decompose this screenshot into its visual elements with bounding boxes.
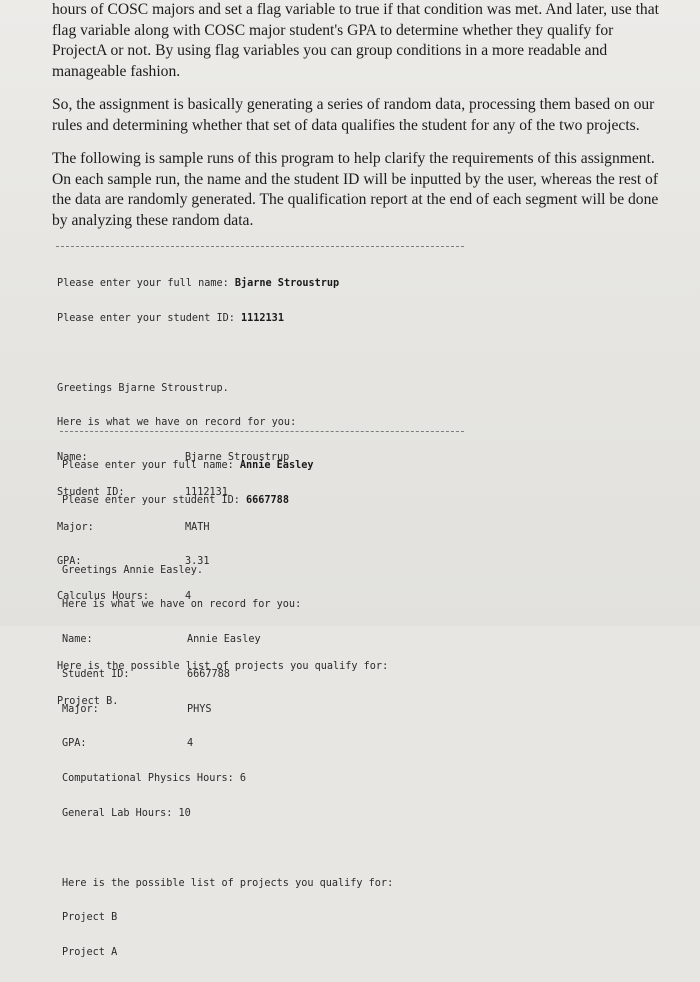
record-field-name: Name: Bjarne Stroustrup [57,452,290,464]
id-input-value: 1112131 [241,312,284,324]
greeting-line: Greetings Annie Easley. [62,564,204,576]
record-field-gpa: GPA: 4 [62,738,194,750]
id-input-value: 6667788 [246,494,289,506]
record-field-student-id: Student ID: 6667788 [62,668,230,680]
record-field-calculus-hours: Calculus Hours: 4 [57,591,192,603]
name-prompt-line [57,278,388,290]
qualified-project: Project B. [57,695,119,707]
qualified-project: Project B [62,912,118,924]
dashed-divider-1 [56,246,464,247]
name-input-value: Annie Easley [239,460,314,472]
general-lab-hours: General Lab Hours: 10 [62,808,191,819]
name-prompt-line [62,460,393,472]
projects-intro-line: Here is the possible list of projects you qualify for: [57,660,389,672]
record-field-gpa: GPA: 3.31 [57,556,210,568]
assignment-text [52,0,692,231]
record-field-student-id: Student ID: 1112131 [57,486,228,498]
name-input-value: Bjarne Stroustrup [234,278,340,290]
record-intro-line: Here is what we have on record for you: [57,417,297,429]
record-field-name: Name: Annie Easley [62,634,261,646]
paragraph-sample-runs: The following is sample runs of this program to help clarify the requirements of this assignment. On each sample run, the name and the student ID will be inputted by the user, whereas the rest of the data are randomly generated. The qualification report at the end of each segment will be done by analyzing these random data. [52,150,659,229]
record-field-major: Major: PHYS [62,703,212,715]
record-intro-line: Here is what we have on record for you: [62,599,302,611]
paragraph-flag-variables: hours of COSC majors and set a flag variable to true if that condition was met. And later, use that flag variable along with COSC major student's GPA to determine whether they qualify for ProjectA or not. By using flag variables you can group conditions in a more readable and manageable fashion. [52,1,659,80]
greeting-line: Greetings Bjarne Stroustrup. [57,382,229,394]
id-prompt-line [57,313,388,325]
projects-intro-line: Here is the possible list of projects you qualify for: [62,877,394,889]
sample-run-2 [62,437,393,982]
qualified-project: Project A [62,947,118,959]
name-prompt: Please enter your full name: [62,460,240,472]
computational-physics-hours: Computational Physics Hours: 6 [62,773,247,785]
id-prompt: Please enter your student ID: [57,312,242,324]
record-field-major: Major: MATH [57,521,210,533]
paragraph-assignment-summary: So, the assignment is basically generating a series of random data, processing them based on our rules and determining whether that set of data qualifies the student for any of the two projects. [52,96,655,134]
dashed-divider-2 [60,431,464,432]
name-prompt: Please enter your full name: [57,278,235,290]
id-prompt-line [62,495,393,507]
id-prompt: Please enter your student ID: [62,494,247,506]
